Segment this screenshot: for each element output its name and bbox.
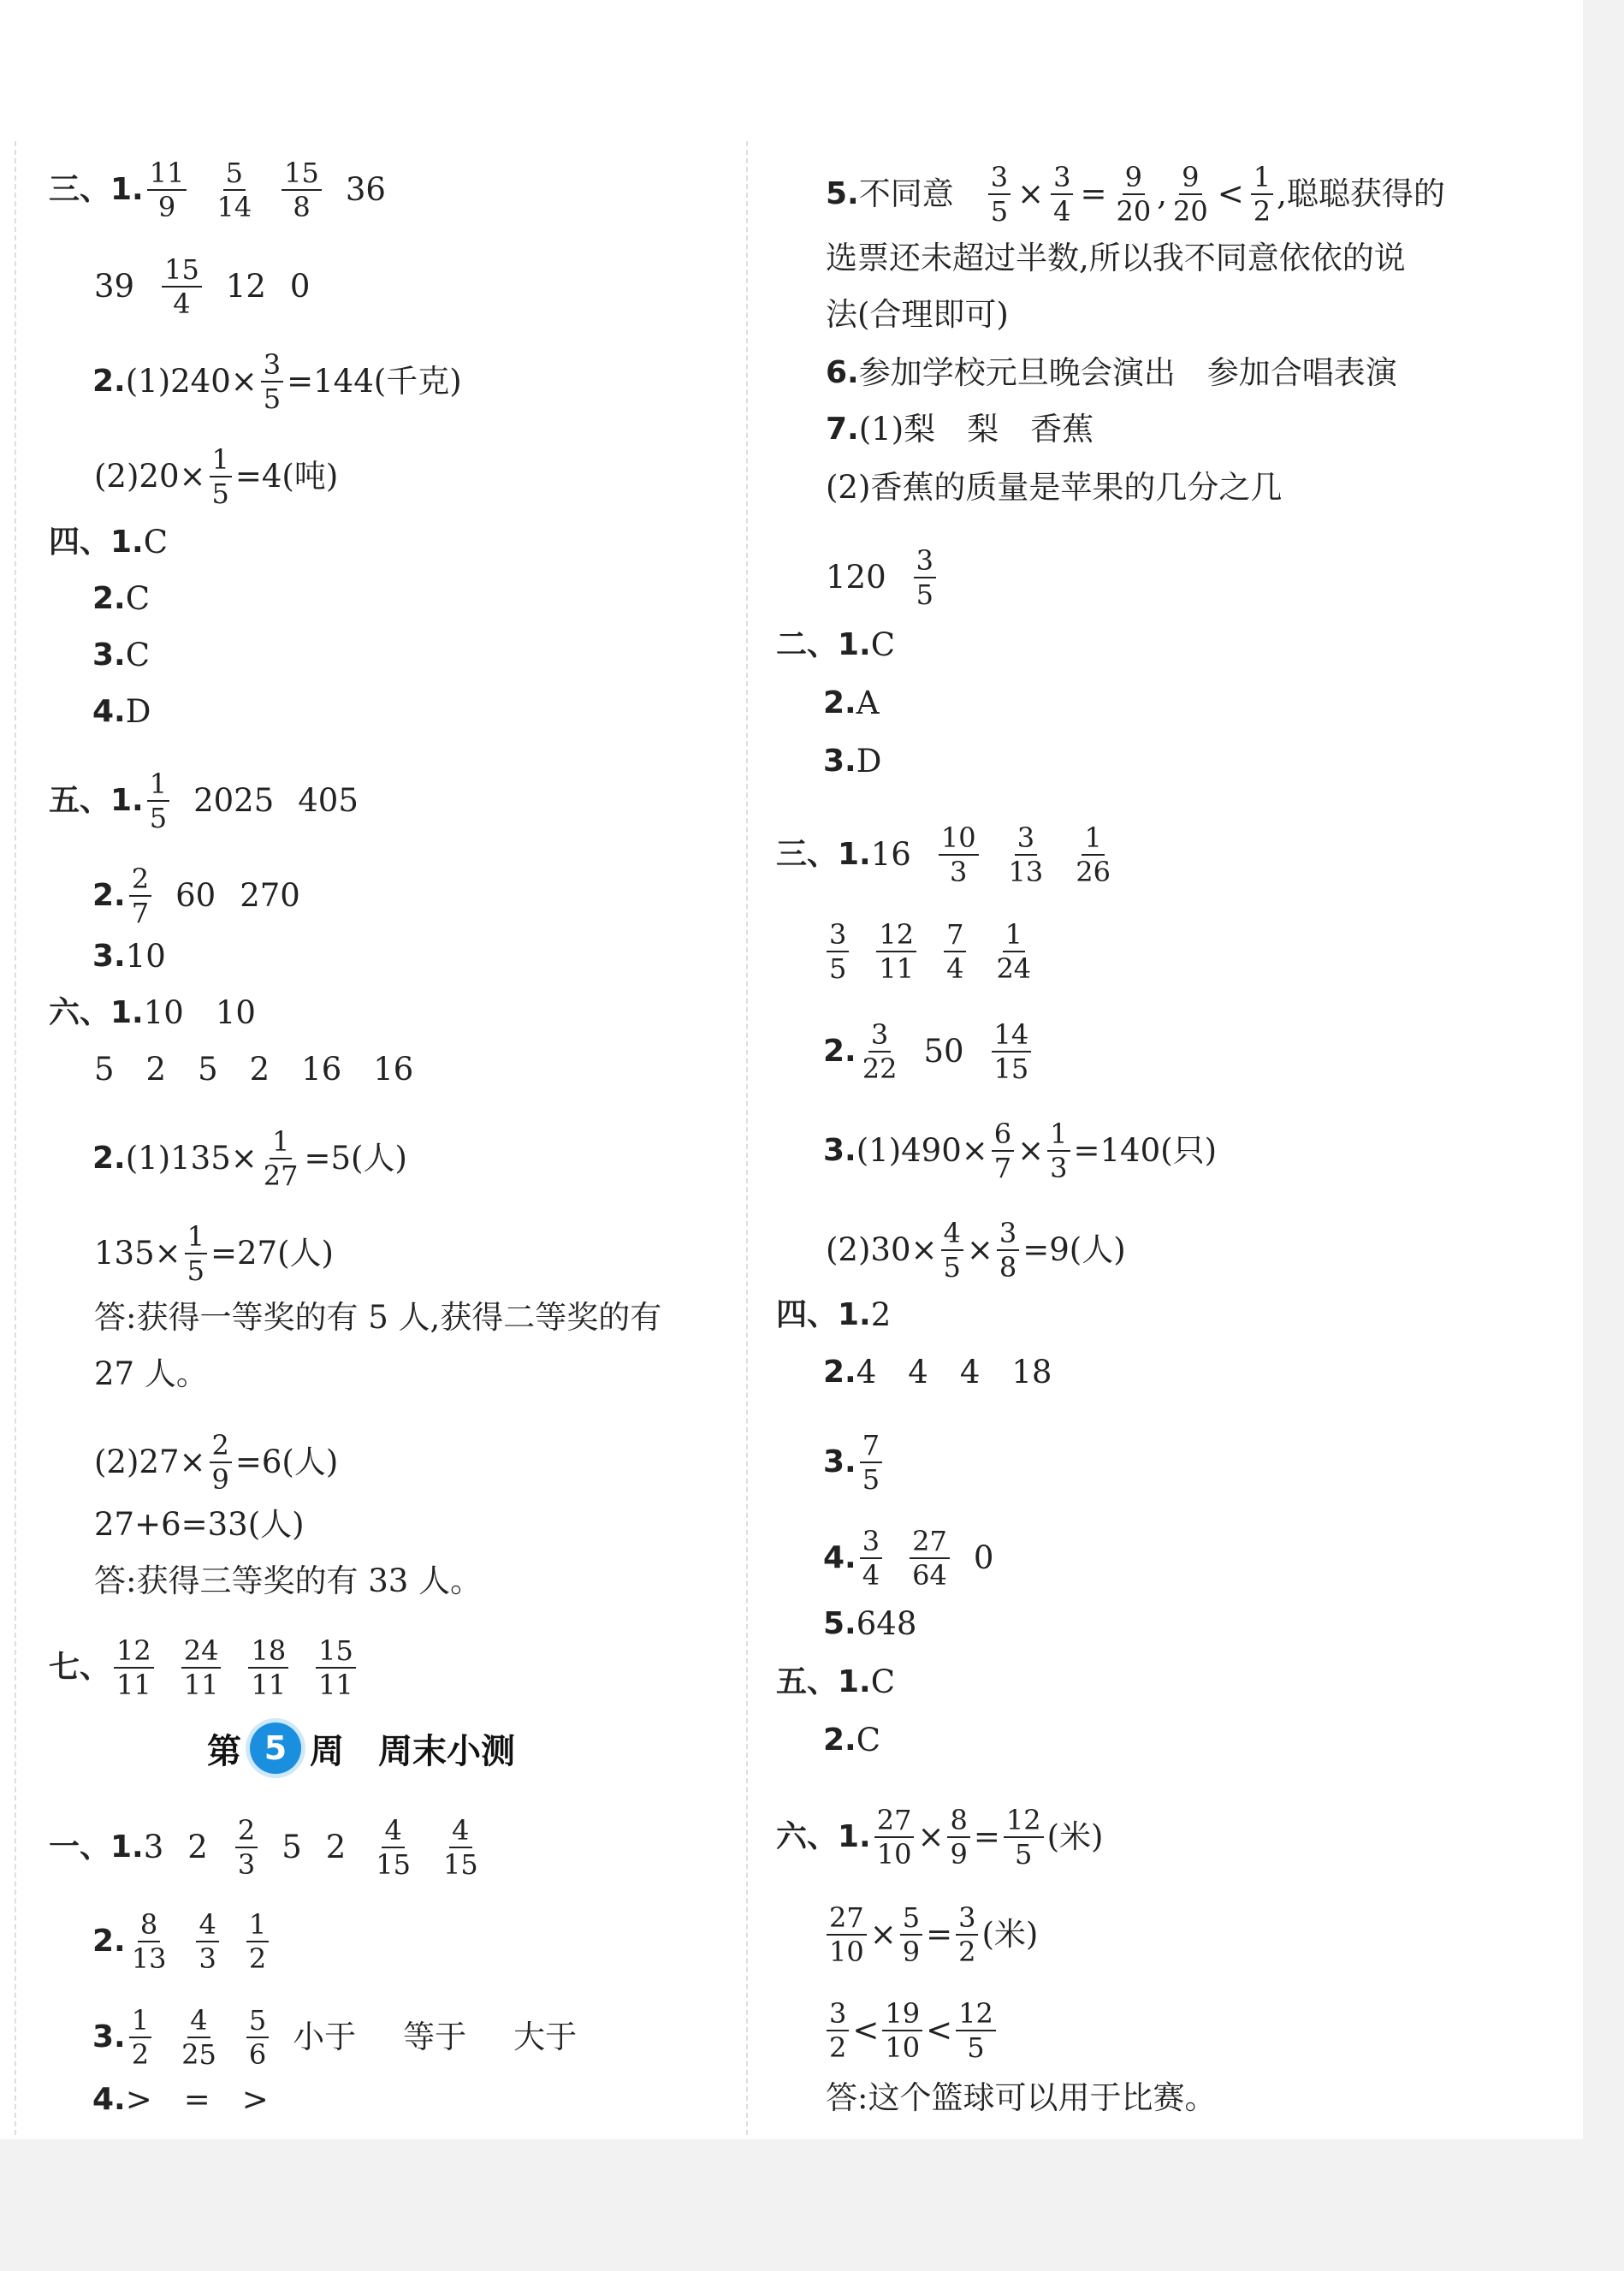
answer-value: 0 xyxy=(289,268,311,305)
question-marker: 二、1. xyxy=(776,627,871,662)
question-marker: 3. xyxy=(823,744,856,779)
answer-line xyxy=(823,1118,1217,1184)
fraction: 8 13 xyxy=(131,1908,167,1975)
question-marker: 六、1. xyxy=(49,995,144,1030)
equation-part: 135× xyxy=(94,1235,181,1272)
question-marker: 5. xyxy=(826,176,859,211)
question-marker: 四、1. xyxy=(49,525,144,560)
fraction: $\frac{9}{20}$ xyxy=(1116,161,1152,228)
question-marker: 4. xyxy=(823,1540,856,1575)
answer-text xyxy=(826,296,1009,334)
answer-text xyxy=(826,2079,1216,2117)
answer-text xyxy=(94,1299,661,1337)
question-marker: 2. xyxy=(92,878,126,913)
answer-sentence: 27 人。 xyxy=(94,1355,208,1392)
fraction: $\frac{1}{27}$ xyxy=(263,1125,299,1192)
equation-part: (米) xyxy=(1046,1818,1104,1855)
operator: < xyxy=(926,2012,953,2049)
answer-value: C xyxy=(870,1663,896,1700)
fraction: 12 11 xyxy=(114,1634,154,1701)
answer-line xyxy=(776,821,1117,888)
answer-value: 12 xyxy=(225,268,266,305)
fraction: 7 4 xyxy=(944,918,966,985)
answer-sentence: 答:获得三等奖的有 33 人。 xyxy=(94,1562,483,1599)
fraction: 1 2 xyxy=(1251,161,1273,228)
answer-value: 2 xyxy=(870,1296,892,1333)
answer-sentence: ,聪聪获得的 xyxy=(1277,175,1445,212)
question-marker: 2. xyxy=(823,685,856,720)
fraction: $\frac{1}{3}$ xyxy=(1047,1118,1070,1184)
answer-line xyxy=(49,994,256,1032)
question-marker: 5. xyxy=(823,1606,856,1641)
answer-value: 小于 xyxy=(293,2019,357,2055)
fraction: 4 15 xyxy=(376,1814,411,1881)
answer-line xyxy=(823,1722,880,1759)
fraction: $\frac{27}{10}$ xyxy=(827,1901,867,1968)
fraction: 1 2 xyxy=(246,1908,269,1975)
answer-value: 5 2 5 2 16 16 xyxy=(94,1051,414,1088)
fraction: $\frac{6}{7}$ xyxy=(992,1118,1014,1184)
equation-part: =4(吨) xyxy=(234,458,339,495)
answer-value: 10 xyxy=(125,938,166,975)
question-marker: 2. xyxy=(92,581,126,616)
answer-line xyxy=(776,626,895,664)
fraction: 1 24 xyxy=(996,918,1032,985)
answer-line xyxy=(49,1814,484,1881)
answer-value: 大于 xyxy=(513,2019,578,2055)
fraction: $\frac{3}{5}$ xyxy=(261,348,283,415)
question-marker: 四、1. xyxy=(776,1297,871,1332)
answer-line xyxy=(823,1605,916,1643)
fraction: 5 14 xyxy=(216,157,252,223)
question-marker: 2. xyxy=(823,1723,856,1758)
equation-part: 27+6=33(人) xyxy=(94,1506,305,1543)
answer-line xyxy=(823,1354,1052,1391)
answer-value: A xyxy=(856,685,880,721)
fraction: $\frac{3}{5}$ xyxy=(988,161,1011,228)
answer-value: C xyxy=(143,524,169,560)
left-margin-divider xyxy=(15,141,16,2135)
equation-part: (1)490× xyxy=(856,1132,988,1169)
operator: < xyxy=(852,2012,880,2049)
answer-line xyxy=(823,743,881,780)
operator: × xyxy=(1017,1132,1045,1169)
answer-line xyxy=(92,863,300,929)
answer-value: C xyxy=(870,626,896,663)
equation-part: =140(只) xyxy=(1073,1132,1218,1169)
fraction: 5 6 xyxy=(246,2004,269,2071)
equation-part: =144(千克) xyxy=(287,363,462,400)
fraction: 7 5 xyxy=(860,1429,882,1496)
equation-part: (2)30× xyxy=(826,1231,938,1268)
fraction: 18 11 xyxy=(248,1634,288,1701)
answer-value: 等于 xyxy=(403,2019,467,2055)
answer-line xyxy=(92,2004,577,2071)
fraction: 12 5 xyxy=(956,1997,996,2064)
fraction: 10 3 xyxy=(939,821,979,888)
answer-line xyxy=(776,1296,891,1334)
fraction: 27 64 xyxy=(910,1525,950,1592)
answer-line xyxy=(94,443,338,510)
fraction: $\frac{3}{8}$ xyxy=(997,1217,1019,1284)
question-marker: 2. xyxy=(92,1924,126,1959)
answer-line xyxy=(823,1997,999,2064)
question-marker: 七、 xyxy=(49,1650,111,1685)
fraction: 3 2 xyxy=(827,1997,849,2064)
answer-value: 60 xyxy=(175,877,216,914)
answer-value: 405 xyxy=(298,782,359,819)
fraction: $\frac{5}{9}$ xyxy=(900,1901,922,1968)
answer-value: 16 xyxy=(870,836,911,873)
answer-line xyxy=(823,1429,886,1496)
question-marker: 6. xyxy=(826,355,859,390)
question-marker: 2. xyxy=(823,1034,856,1069)
operator: × xyxy=(1017,175,1045,212)
week-number-badge: 5 xyxy=(250,1723,301,1774)
question-marker: 3. xyxy=(92,2019,126,2055)
fraction: 3 13 xyxy=(1008,821,1044,888)
operator: = xyxy=(926,1916,953,1953)
answer-value: 2 xyxy=(325,1829,347,1865)
answer-line xyxy=(826,1217,1126,1284)
answer-value: 10 10 xyxy=(143,994,256,1031)
answer-line xyxy=(49,1634,359,1701)
question-marker: 五、1. xyxy=(776,1664,871,1699)
answer-sentence: 法(合理即可) xyxy=(826,296,1009,333)
fraction: $\frac{27}{10}$ xyxy=(874,1804,915,1871)
question-marker: 2. xyxy=(92,1141,126,1176)
answer-line xyxy=(92,637,150,674)
fraction: $\frac{4}{5}$ xyxy=(941,1217,963,1284)
operator: × xyxy=(917,1818,945,1855)
answer-value: 参加学校元旦晚会演出 参加合唱表演 xyxy=(858,354,1397,391)
answer-line xyxy=(826,544,939,611)
answer-line xyxy=(823,918,1037,985)
fraction: 3 5 xyxy=(827,918,849,985)
answer-value: C xyxy=(125,580,151,617)
fraction: 3 4 xyxy=(860,1525,882,1592)
answer-sentence: 答:获得一等奖的有 5 人,获得二等奖的有 xyxy=(94,1299,662,1336)
question-marker: 7. xyxy=(826,412,859,447)
fraction: 1 5 xyxy=(147,768,169,834)
operator: × xyxy=(966,1231,993,1268)
fraction: 4 3 xyxy=(196,1908,218,1975)
answer-line xyxy=(92,1908,272,1975)
answer-line xyxy=(826,161,1445,228)
answer-line xyxy=(826,411,1094,448)
fraction: 14 15 xyxy=(992,1018,1032,1085)
answer-line xyxy=(823,1525,993,1592)
fraction: 15 8 xyxy=(282,157,322,223)
answer-line xyxy=(823,1018,1034,1085)
answer-value: 2025 xyxy=(193,782,275,819)
answer-sentence: 选票还未超过半数,所以我不同意依依的说 xyxy=(826,240,1406,276)
title-prefix: 第 xyxy=(207,1731,241,1771)
answer-line xyxy=(776,1804,1103,1871)
answer-line xyxy=(49,157,386,223)
answer-text xyxy=(826,240,1406,277)
answer-value: 0 xyxy=(973,1539,994,1576)
answer-value: (1)梨 梨 香蕉 xyxy=(858,411,1094,448)
question-marker: 3. xyxy=(823,1444,856,1479)
answer-line xyxy=(92,1125,407,1192)
equation-part: =27(人) xyxy=(210,1235,334,1272)
question-marker: 4. xyxy=(92,694,126,729)
answer-value: D xyxy=(125,693,151,730)
answer-value: 270 xyxy=(240,877,300,914)
answer-line xyxy=(823,685,879,722)
fraction: 11 9 xyxy=(147,157,187,223)
answer-sentence: 答:这个篮球可以用于比赛。 xyxy=(826,2079,1217,2116)
answer-value: 3 xyxy=(143,1829,164,1865)
answer-line xyxy=(826,354,1397,392)
answer-line xyxy=(49,768,359,834)
section-title xyxy=(207,1720,515,1776)
fraction: 3 5 xyxy=(914,544,936,611)
question-marker: 六、1. xyxy=(776,1819,871,1854)
answer-value: 39 xyxy=(94,268,135,305)
fraction: $\frac{2}{9}$ xyxy=(210,1429,232,1496)
question-marker: 五、1. xyxy=(49,783,144,818)
question-marker: 4. xyxy=(92,2082,126,2117)
fraction: 2 7 xyxy=(129,863,151,929)
fraction: $\frac{12}{5}$ xyxy=(1004,1804,1044,1871)
fraction: $\frac{1}{5}$ xyxy=(210,443,232,510)
question-marker: 3. xyxy=(92,637,126,673)
question-marker: 3. xyxy=(823,1133,856,1168)
answer-line xyxy=(92,938,166,975)
answer-line xyxy=(92,693,151,731)
answer-text xyxy=(826,469,1282,507)
question-marker: 一、1. xyxy=(49,1829,144,1865)
fraction: 2 3 xyxy=(235,1814,258,1881)
question-marker: 2. xyxy=(823,1355,856,1390)
answer-line xyxy=(94,1429,338,1496)
fraction: 12 11 xyxy=(876,918,916,985)
answer-value: 648 xyxy=(856,1605,917,1642)
answer-value: > = > xyxy=(125,2081,269,2118)
answer-value: 120 xyxy=(826,559,886,596)
answer-value: 4 4 4 18 xyxy=(856,1354,1052,1390)
equation-part: =5(人) xyxy=(304,1140,407,1177)
fraction: $\frac{3}{2}$ xyxy=(956,1901,978,1968)
fraction: 15 11 xyxy=(316,1634,356,1701)
fraction: 15 4 xyxy=(162,253,202,320)
answer-line xyxy=(94,1220,334,1287)
answer-line xyxy=(94,1506,305,1544)
fraction: 4 15 xyxy=(443,1814,478,1881)
answer-line xyxy=(92,580,150,618)
answer-value: 2 xyxy=(187,1829,208,1865)
fraction: 24 11 xyxy=(181,1634,222,1701)
fraction: 19 10 xyxy=(882,1997,922,2064)
answer-value: 5 xyxy=(282,1829,302,1865)
answer-line xyxy=(49,524,168,561)
answer-text xyxy=(94,1562,482,1600)
equation-part: (2)27× xyxy=(94,1444,206,1480)
fraction: $\frac{3}{4}$ xyxy=(1051,161,1073,228)
answer-value: 36 xyxy=(345,171,386,208)
operator: = xyxy=(1080,175,1107,212)
equation-part: (1)135× xyxy=(125,1140,258,1177)
question-marker: 2. xyxy=(92,364,126,399)
fraction: 1 2 xyxy=(129,2004,151,2071)
fraction: $\frac{1}{5}$ xyxy=(185,1220,207,1287)
equation-part: =9(人) xyxy=(1022,1231,1126,1268)
operator: < xyxy=(1217,175,1244,212)
answer-value: C xyxy=(856,1722,881,1758)
question-marker: 3. xyxy=(92,939,126,974)
answer-value: D xyxy=(856,743,882,780)
answer-value: 不同意 xyxy=(858,175,954,212)
equation-part: (米) xyxy=(981,1916,1039,1953)
title-suffix: 周 周末小测 xyxy=(310,1731,515,1771)
answer-text xyxy=(94,1355,208,1393)
operator: , xyxy=(1157,175,1167,212)
operator: = xyxy=(973,1818,1000,1855)
equation-part: =6(人) xyxy=(234,1444,339,1480)
equation-part: (1)240× xyxy=(125,363,258,400)
answer-value: C xyxy=(125,637,151,673)
operator: × xyxy=(869,1916,897,1953)
answer-line xyxy=(823,1901,1038,1968)
fraction: $\frac{8}{9}$ xyxy=(947,1804,969,1871)
question-marker: 三、1. xyxy=(49,172,144,207)
fraction: 4 25 xyxy=(181,2004,216,2071)
equation-part: (2)20× xyxy=(94,458,206,495)
answer-line xyxy=(776,1663,895,1701)
fraction: 9 20 xyxy=(1172,161,1208,228)
answer-line xyxy=(92,2081,269,2119)
answer-line xyxy=(92,348,462,415)
answer-value: 50 xyxy=(923,1033,964,1070)
question-marker: 三、1. xyxy=(776,837,871,872)
answer-line xyxy=(94,1051,413,1088)
answer-sentence: (2)香蕉的质量是苹果的几分之几 xyxy=(826,469,1283,506)
answer-line xyxy=(94,253,310,320)
column-divider xyxy=(746,141,748,2135)
fraction: 3 22 xyxy=(862,1018,898,1085)
fraction: 1 26 xyxy=(1076,821,1111,888)
